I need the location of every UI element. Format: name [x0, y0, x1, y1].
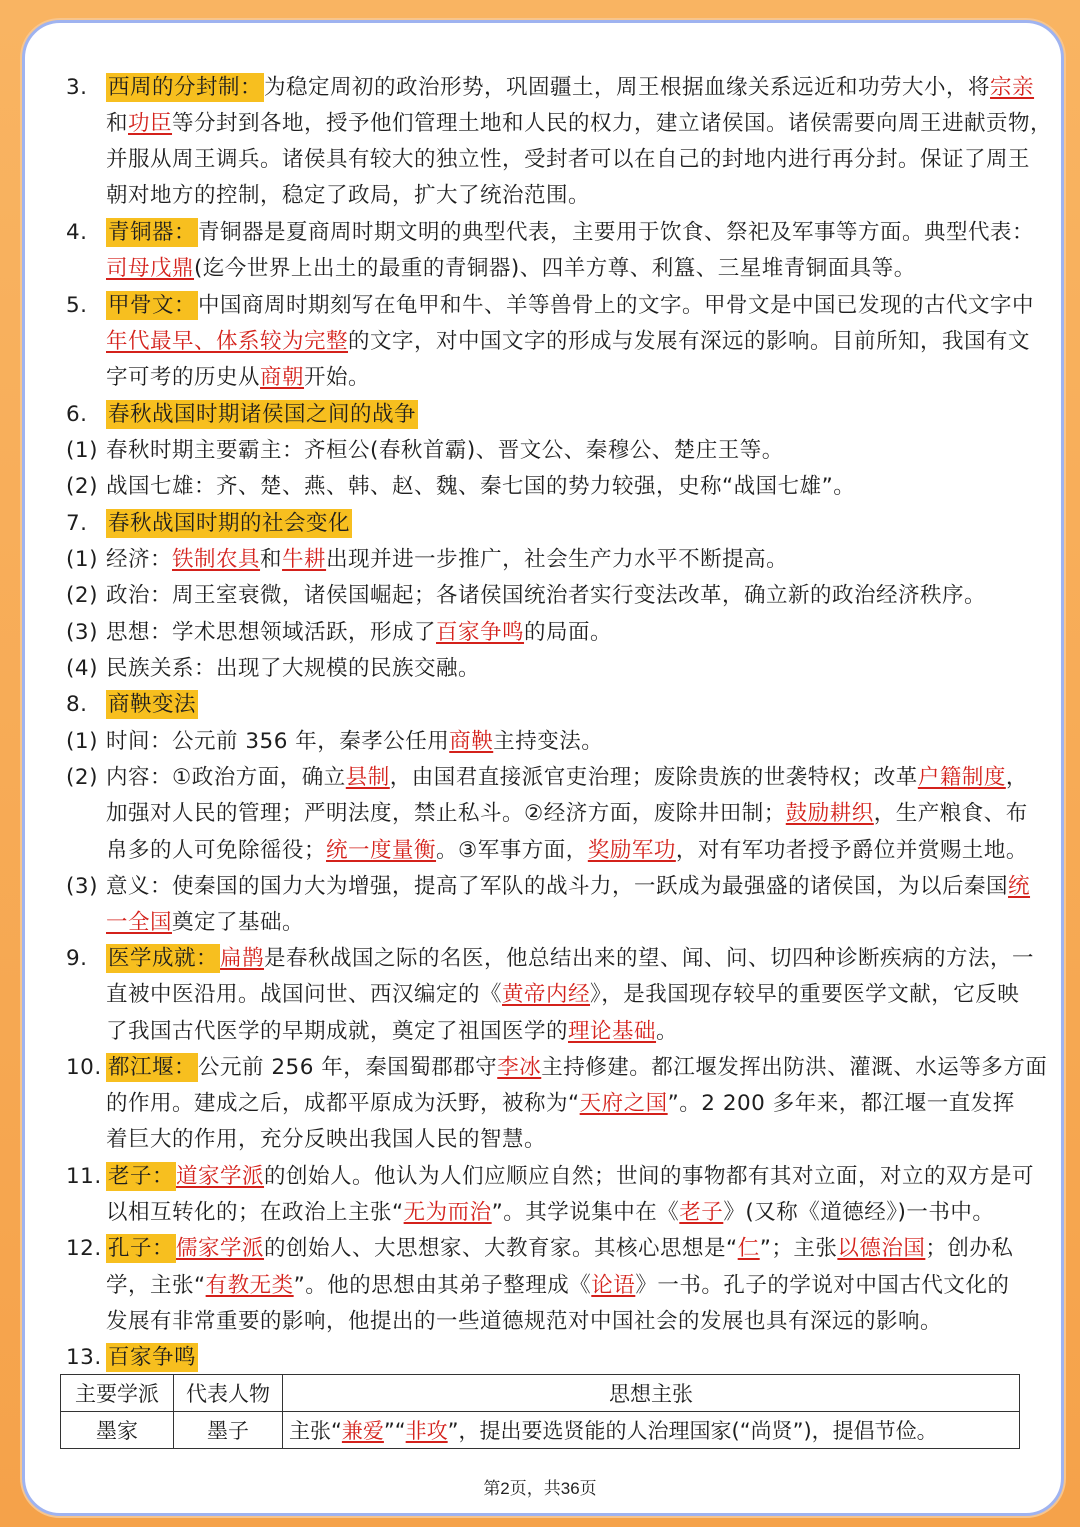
item-number: 10.	[66, 1055, 102, 1080]
item-7-sub-3	[106, 615, 612, 651]
item-8-title	[106, 687, 198, 723]
text: 奠定了基础。	[172, 910, 305, 935]
keyword: 兼爱	[341, 1419, 384, 1443]
table-header: 代表人物	[174, 1375, 283, 1412]
item-3-text-1	[106, 70, 1034, 106]
item-3-line-1	[66, 70, 88, 106]
item-5-text-1	[106, 288, 1034, 324]
keyword: 司母戊鼎	[106, 256, 195, 281]
item-4-text-1	[106, 215, 1034, 251]
text: 的局面。	[524, 620, 613, 645]
text: 内容：①政治方面，确立	[106, 765, 346, 790]
text: 经济：	[106, 547, 173, 572]
text: 直被中医沿用。战国问世、西汉编定的《	[106, 982, 503, 1007]
item-9-text-1	[106, 941, 1034, 977]
table-header: 思想主张	[283, 1375, 1020, 1412]
sub-number: (2)	[66, 474, 98, 499]
item-title: 医学成就：	[108, 946, 219, 971]
sub-number: (2)	[66, 765, 98, 790]
table-row	[61, 1412, 1020, 1449]
text: 。	[656, 1019, 679, 1044]
keyword: 商朝	[260, 365, 305, 390]
item-10-text-2	[106, 1086, 1015, 1122]
item-title: 西周的分封制：	[108, 75, 263, 100]
text: ；创办私	[925, 1236, 1014, 1261]
table-cell-ideas	[283, 1412, 1020, 1449]
item-number: 6.	[66, 402, 88, 427]
keyword: 扁鹊	[220, 946, 265, 971]
text: ”。2 200 多年来，都江堰一直发挥	[667, 1091, 1015, 1116]
text: ”；主张	[759, 1236, 838, 1261]
item-9-text-3	[106, 1014, 678, 1050]
sub-number: (1)	[66, 547, 98, 572]
text: 》一书。孔子的学说对中国古代文化的	[635, 1273, 1010, 1298]
text: 是春秋战国之际的名医，他总结出来的望、闻、问、切四种诊断疾病的方法，一	[264, 946, 1035, 971]
text: 中国商周时期刻写在龟甲和牛、羊等兽骨上的文字。甲骨文是中国已发现的古代文字中	[198, 293, 1035, 318]
table-header-row	[61, 1375, 1020, 1412]
item-number: 5.	[66, 293, 88, 318]
item-number: 3.	[66, 75, 88, 100]
keyword: 年代最早、体系较为完整	[106, 329, 349, 354]
text: (迄今世界上出土的最重的青铜器)、四羊方尊、利簋、三星堆青铜面具等。	[194, 256, 916, 281]
item-number: 9.	[66, 946, 88, 971]
table-cell-school: 墨家	[61, 1412, 174, 1449]
sub-number: (2)	[66, 583, 98, 608]
keyword: 鼓励耕织	[785, 801, 874, 826]
item-10-text-3: 着巨大的作用，充分反映出我国人民的智慧。	[106, 1127, 547, 1152]
item-5-text-3	[106, 360, 370, 396]
text: 的文字，对中国文字的形成与发展有深远的影响。目前所知，我国有文	[348, 329, 1031, 354]
item-12-text-1	[106, 1231, 1013, 1267]
item-6-sub-1: 春秋时期主要霸主：齐桓公(春秋首霸)、晋文公、秦穆公、楚庄王等。	[106, 438, 784, 463]
keyword: 儒家学派	[176, 1236, 265, 1261]
keyword: 宗亲	[990, 75, 1035, 100]
text: 意义：使秦国的国力大为增强，提高了军队的战斗力，一跃成为最强盛的诸侯国，为以后秦国	[106, 874, 1009, 899]
item-6-sub-2: 战国七雄：齐、楚、燕、韩、赵、魏、秦七国的势力较强，史称“战国七雄”。	[106, 474, 856, 499]
text: 青铜器是夏商周时期文明的典型代表，主要用于饮食、祭祀及军事等方面。典型代表：	[198, 220, 1035, 245]
text: ”。他的思想由其弟子整理成《	[293, 1273, 592, 1298]
keyword: 李冰	[497, 1055, 542, 1080]
item-title: 青铜器：	[108, 220, 197, 245]
text: 学，主张“	[106, 1273, 206, 1298]
text: 为稳定周初的政治形势，巩固疆土，周王根据血缘关系远近和功劳大小，将	[264, 75, 991, 100]
item-number: 13.	[66, 1345, 102, 1370]
item-title: 春秋战国时期诸侯国之间的战争	[108, 402, 417, 427]
keyword: 县制	[345, 765, 390, 790]
item-number: 8.	[66, 692, 88, 717]
sub-number: (3)	[66, 620, 98, 645]
schools-table	[60, 1374, 1020, 1449]
text: 主持修建。都江堰发挥出防洪、灌溉、水运等多方面	[541, 1055, 1048, 1080]
text: 了我国古代医学的早期成就，奠定了祖国医学的	[106, 1019, 569, 1044]
item-title: 春秋战国时期的社会变化	[108, 511, 351, 536]
item-5-text-2	[106, 324, 1030, 360]
text: ，由国君直接派官吏治理；废除贵族的世袭特权；改革	[389, 765, 918, 790]
item-8-sub-3-line-2	[106, 905, 304, 941]
item-6-title	[106, 397, 418, 433]
item-3-text-3: 并服从周王调兵。诸侯具有较大的独立性，受封者可以在自己的封地内进行再分封。保证了周王	[106, 147, 1031, 172]
text: 公元前 256 年，秦国蜀郡郡守	[198, 1055, 498, 1080]
keyword: 论语	[591, 1273, 636, 1298]
text: ”。其学说集中在《	[491, 1200, 680, 1225]
item-title: 甲骨文：	[108, 293, 197, 318]
item-12-text-3: 发展有非常重要的影响，他提出的一些道德规范对中国社会的发展也具有深远的影响。	[106, 1309, 943, 1334]
keyword: 牛耕	[282, 547, 327, 572]
item-13-title	[106, 1340, 198, 1376]
item-8-sub-3-line-1	[106, 869, 1030, 905]
keyword: 道家学派	[176, 1164, 265, 1189]
keyword: 奖励军功	[587, 838, 676, 863]
item-title: 都江堰：	[108, 1055, 197, 1080]
text: 的创始人、大思想家、大教育家。其核心思想是“	[264, 1236, 738, 1261]
text: 加强对人民的管理；严明法度，禁止私斗。②经济方面，废除井田制；	[106, 801, 786, 826]
keyword: 以德治国	[837, 1236, 926, 1261]
page-footer: 第2页，共36页	[483, 1479, 597, 1498]
keyword: 商鞅	[449, 729, 494, 754]
text: 帛多的人可免除徭役；	[106, 838, 327, 863]
item-number: 4.	[66, 220, 88, 245]
keyword: 无为而治	[403, 1200, 492, 1225]
text: 时间：公元前 356 年，秦孝公任用	[106, 729, 450, 754]
sub-number: (1)	[66, 438, 98, 463]
item-8-sub-2-line-3	[106, 833, 1028, 869]
item-7-sub-4: 民族关系：出现了大规模的民族交融。	[106, 656, 481, 681]
item-8-sub-1	[106, 724, 603, 760]
text: ，对有军功者授予爵位并赏赐土地。	[675, 838, 1028, 863]
item-title: 老子：	[108, 1164, 175, 1189]
keyword: 功臣	[128, 111, 173, 136]
text: 开始。	[304, 365, 371, 390]
item-3-text-4: 朝对地方的控制，稳定了政局，扩大了统治范围。	[106, 183, 591, 208]
keyword: 一全国	[106, 910, 173, 935]
keyword: 老子	[679, 1200, 724, 1225]
item-8-sub-2-line-1	[106, 760, 1028, 796]
item-9-text-2	[106, 977, 1019, 1013]
text: 以相互转化的；在政治上主张“	[106, 1200, 404, 1225]
keyword: 非攻	[405, 1419, 448, 1443]
item-10-text-1	[106, 1050, 1047, 1086]
item-number: 11.	[66, 1164, 102, 1189]
keyword: 有教无类	[205, 1273, 294, 1298]
item-12-text-2	[106, 1268, 1009, 1304]
text: 》，是我国现存较早的重要医学文献，它反映	[590, 982, 1020, 1007]
keyword: 铁制农具	[172, 547, 261, 572]
item-11-text-2	[106, 1195, 994, 1231]
text: 等分封到各地，授予他们管理土地和人民的权力，建立诸侯国。诸侯需要向周王进献贡物，	[172, 111, 1053, 136]
item-title: 百家争鸣	[108, 1345, 197, 1370]
text: 思想：学术思想领域活跃，形成了	[106, 620, 437, 645]
text: ”“	[383, 1419, 406, 1443]
keyword: 统一度量衡	[326, 838, 437, 863]
sub-number: (3)	[66, 874, 98, 899]
keyword: 天府之国	[579, 1091, 668, 1116]
item-7-title	[106, 506, 352, 542]
keyword: 理论基础	[568, 1019, 657, 1044]
item-7-sub-2: 政治：周王室衰微，诸侯国崛起；各诸侯国统治者实行变法改革，确立新的政治经济秩序。	[106, 583, 987, 608]
item-4-text-2	[106, 251, 916, 287]
item-number: 7.	[66, 511, 88, 536]
text: 主持变法。	[493, 729, 604, 754]
text: ”，提出要选贤能的人治理国家(“尚贤”)，提倡节俭。	[447, 1419, 938, 1443]
table-header: 主要学派	[61, 1375, 174, 1412]
text: 和	[260, 547, 283, 572]
text: 和	[106, 111, 129, 136]
keyword: 百家争鸣	[436, 620, 525, 645]
text: 主张“	[289, 1419, 342, 1443]
text: 》(又称《道德经》)一书中。	[723, 1200, 995, 1225]
item-title: 孔子：	[108, 1236, 175, 1261]
keyword: 黄帝内经	[502, 982, 591, 1007]
item-8-sub-2-line-2	[106, 796, 1028, 832]
item-title: 商鞅变法	[108, 692, 197, 717]
keyword: 统	[1008, 874, 1031, 899]
text: 字可考的历史从	[106, 365, 261, 390]
item-11-text-1	[106, 1159, 1034, 1195]
keyword: 户籍制度	[917, 765, 1006, 790]
item-number: 12.	[66, 1236, 102, 1261]
item-3-text-2	[106, 106, 1052, 142]
item-7-sub-1	[106, 542, 788, 578]
sub-number: (4)	[66, 656, 98, 681]
text: 的作用。建成之后，成都平原成为沃野，被称为“	[106, 1091, 580, 1116]
text: 的创始人。他认为人们应顺应自然；世间的事物都有其对立面，对立的双方是可	[264, 1164, 1035, 1189]
sub-number: (1)	[66, 729, 98, 754]
keyword: 仁	[737, 1236, 760, 1261]
table-cell-person: 墨子	[174, 1412, 283, 1449]
text: 。③军事方面，	[436, 838, 588, 863]
text: 出现并进一步推广，社会生产力水平不断提高。	[326, 547, 789, 572]
text: ，生产粮食、布	[873, 801, 1028, 826]
text: ，	[1005, 765, 1028, 790]
